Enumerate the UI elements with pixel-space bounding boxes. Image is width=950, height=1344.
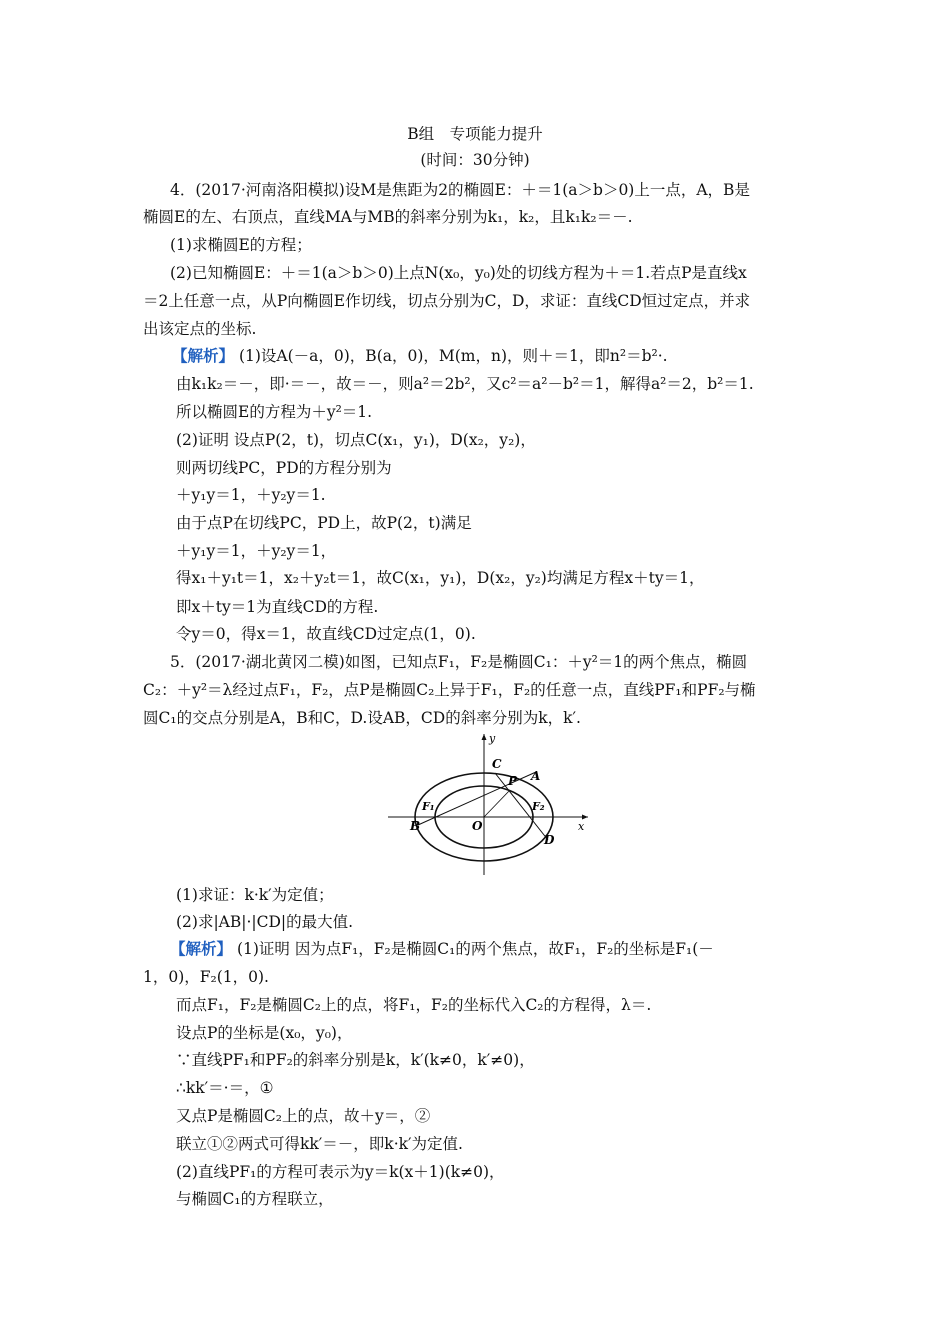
problem5-solution-line2: 1，0)，F₂(1，0). (143, 968, 269, 986)
problem4-question2-line1: (2)已知椭圆E：＋＝1(a＞b＞0)上点N(x₀，y₀)处的切线方程为＋＝1.若点P是直线x (170, 264, 747, 282)
problem4-solution-line10: 即x＋ty＝1为直线CD的方程. (176, 598, 379, 616)
problem4-solution-line8: ＋y₁y＝1，＋y₂y＝1， (176, 542, 337, 560)
problem5-solution-line9: (2)直线PF₁的方程可表示为y＝k(x＋1)(k≠0)， (176, 1163, 505, 1181)
problem4-solution-line7: 由于点P在切线PC，PD上，故P(2，t)满足 (176, 514, 472, 532)
problem5-solution-line1 (170, 939, 714, 959)
problem4-stem-line2: 椭圆E的左、右顶点，直线MA与MB的斜率分别为k₁，k₂，且k₁k₂＝－. (143, 208, 633, 226)
problem4-question2-line3: 出该定点的坐标. (143, 320, 257, 338)
problem5-solution-line10: 与椭圆C₁的方程联立， (176, 1190, 334, 1208)
time-note: (时间：30分钟) (420, 151, 530, 169)
label-c: C (492, 757, 502, 771)
problem4-question2-line2: ＝2上任意一点，从P向椭圆E作切线，切点分别为C，D，求证：直线CD恒过定点，并求 (143, 292, 751, 310)
problem5-stem-line2: C₂：＋y²＝λ经过点F₁，F₂，点P是椭圆C₂上异于F₁，F₂的任意一点，直线PF₁和PF₂与椭 (143, 681, 756, 699)
label-f1: F₁ (422, 800, 435, 813)
problem4-solution-line2: 由k₁k₂＝－，即·＝－，故＝－，则a²＝2b²，又c²＝a²－b²＝1，解得a²＝2，b²＝1. (176, 375, 754, 393)
problem5-solution-line5: ∵直线PF₁和PF₂的斜率分别是k，k′(k≠0，k′≠0)， (176, 1051, 535, 1069)
solution-text: (1)证明 因为点F₁，F₂是椭圆C₁的两个焦点，故F₁，F₂的坐标是F₁(－ (236, 940, 714, 958)
problem4-solution-line3: 所以椭圆E的方程为＋y²＝1. (176, 403, 373, 421)
solution-text: (1)设A(－a，0)，B(a，0)，M(m，n)，则＋＝1，即n²＝b²·. (238, 347, 668, 365)
problem4-solution-line6: ＋y₁y＝1，＋y₂y＝1. (176, 486, 326, 504)
problem5-solution-line8: 联立①②两式可得kk′＝－，即k·k′为定值. (176, 1135, 463, 1153)
problem4-solution-line4: (2)证明 设点P(2，t)，切点C(x₁，y₁)，D(x₂，y₂)， (176, 431, 536, 449)
x-axis-arrow (582, 815, 588, 820)
label-b: B (410, 819, 421, 833)
problem5-solution-line6: ∴kk′＝·＝，① (176, 1079, 274, 1097)
problem4-solution-line1 (172, 346, 668, 366)
ellipse-figure (388, 730, 603, 875)
label-f2: F₂ (532, 800, 545, 813)
problem4-solution-line5: 则两切线PC，PD的方程分别为 (176, 459, 392, 477)
problem5-solution-line4: 设点P的坐标是(x₀，y₀)， (176, 1024, 353, 1042)
problem5-stem-line3: 圆C₁的交点分别是A，B和C，D.设AB，CD的斜率分别为k，k′. (143, 709, 581, 727)
label-p: P (508, 774, 518, 788)
problem5-stem-line1: 5．(2017·湖北黄冈二模)如图，已知点F₁，F₂是椭圆C₁：＋y²＝1的两个焦点，椭圆 (170, 653, 748, 671)
problem4-stem-line1: 4．(2017·河南洛阳模拟)设M是焦距为2的椭圆E：＋＝1(a＞b＞0)上一点，A，B是 (170, 181, 750, 199)
problem5-solution-line7: 又点P是椭圆C₂上的点，故＋y＝，② (176, 1107, 431, 1125)
label-y: y (489, 732, 496, 745)
label-o: O (472, 819, 483, 833)
problem5-question1: (1)求证：k·k′为定值； (176, 886, 334, 904)
problem4-question1: (1)求椭圆E的方程； (170, 236, 312, 254)
segment-op (484, 791, 509, 817)
problem4-solution-line9: 得x₁＋y₁t＝1，x₂＋y₂t＝1，故C(x₁，y₁)，D(x₂，y₂)均满足方程x＋ty＝1， (176, 569, 705, 587)
label-a: A (531, 769, 541, 783)
label-x: x (578, 820, 585, 833)
y-axis-arrow (482, 734, 487, 740)
problem4-solution-line11: 令y＝0，得x＝1，故直线CD过定点(1，0). (176, 625, 476, 643)
problem5-solution-line3: 而点F₁，F₂是椭圆C₂上的点，将F₁，F₂的坐标代入C₂的方程得，λ＝. (176, 996, 652, 1014)
section-title: B组 专项能力提升 (407, 125, 543, 143)
solution-tag: 【解析】 (170, 939, 233, 958)
label-d: D (544, 833, 555, 847)
problem5-question2: (2)求|AB|·|CD|的最大值. (176, 913, 354, 931)
solution-tag: 【解析】 (172, 346, 235, 365)
